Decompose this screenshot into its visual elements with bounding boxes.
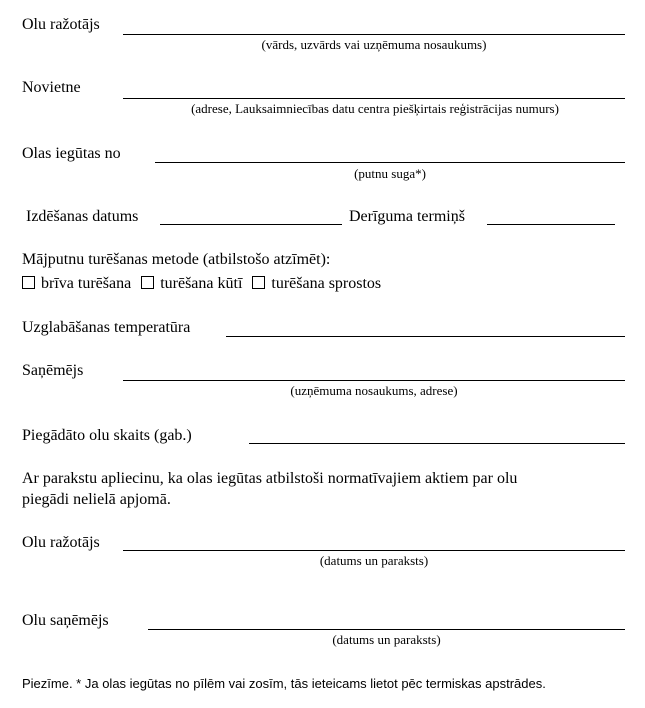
checkbox-icon[interactable]	[141, 276, 154, 289]
producer-field[interactable]	[123, 34, 625, 35]
source-hint: (putnu suga*)	[354, 166, 426, 181]
location-hint: (adrese, Lauksaimniecības datu centra piešķirtais reģistrācijas numurs)	[191, 101, 559, 116]
quantity-field[interactable]	[249, 443, 625, 444]
statement-line-2: piegādi nelielā apjomā.	[22, 491, 171, 508]
housing-option-barn[interactable]: turēšana kūtī	[141, 275, 248, 292]
source-label: Olas iegūtas no	[22, 145, 121, 162]
sorting-date-label: Izdēšanas datums	[26, 208, 139, 225]
statement-line-1: Ar parakstu apliecinu, ka olas iegūtas atbilstoši normatīvajiem aktiem par olu	[22, 470, 518, 487]
checkbox-icon[interactable]	[252, 276, 265, 289]
sorting-date-field[interactable]	[160, 224, 342, 225]
expiry-date-label: Derīguma termiņš	[349, 208, 465, 225]
storage-field[interactable]	[226, 336, 625, 337]
producer-hint: (vārds, uzvārds vai uzņēmuma nosaukums)	[261, 37, 487, 52]
storage-label: Uzglabāšanas temperatūra	[22, 319, 191, 336]
expiry-date-field[interactable]	[487, 224, 615, 225]
producer-signature-hint: (datums un paraksts)	[319, 553, 429, 568]
recipient-label: Saņēmējs	[22, 362, 84, 379]
recipient-signature-hint: (datums un paraksts)	[332, 632, 441, 647]
producer-signature-field[interactable]	[123, 550, 625, 551]
source-field[interactable]	[155, 162, 625, 163]
footnote: Piezīme. * Ja olas iegūtas no pīlēm vai zosīm, tās ieteicams lietot pēc termiskas apstrādes.	[22, 676, 546, 691]
location-field[interactable]	[123, 98, 625, 99]
housing-label: Mājputnu turēšanas metode (atbilstošo atzīmēt):	[22, 251, 331, 268]
recipient-hint: (uzņēmuma nosaukums, adrese)	[290, 383, 458, 398]
housing-option-cage[interactable]: turēšana sprostos	[252, 275, 381, 292]
recipient-signature-label: Olu saņēmējs	[22, 612, 109, 629]
quantity-label: Piegādāto olu skaits (gab.)	[22, 427, 192, 444]
producer-signature-label: Olu ražotājs	[22, 534, 100, 551]
checkbox-icon[interactable]	[22, 276, 35, 289]
location-label: Novietne	[22, 79, 81, 96]
producer-label: Olu ražotājs	[22, 16, 100, 33]
housing-options	[22, 274, 381, 293]
housing-option-free-range[interactable]: brīva turēšana	[22, 275, 137, 292]
recipient-signature-field[interactable]	[148, 629, 625, 630]
recipient-field[interactable]	[123, 380, 625, 381]
